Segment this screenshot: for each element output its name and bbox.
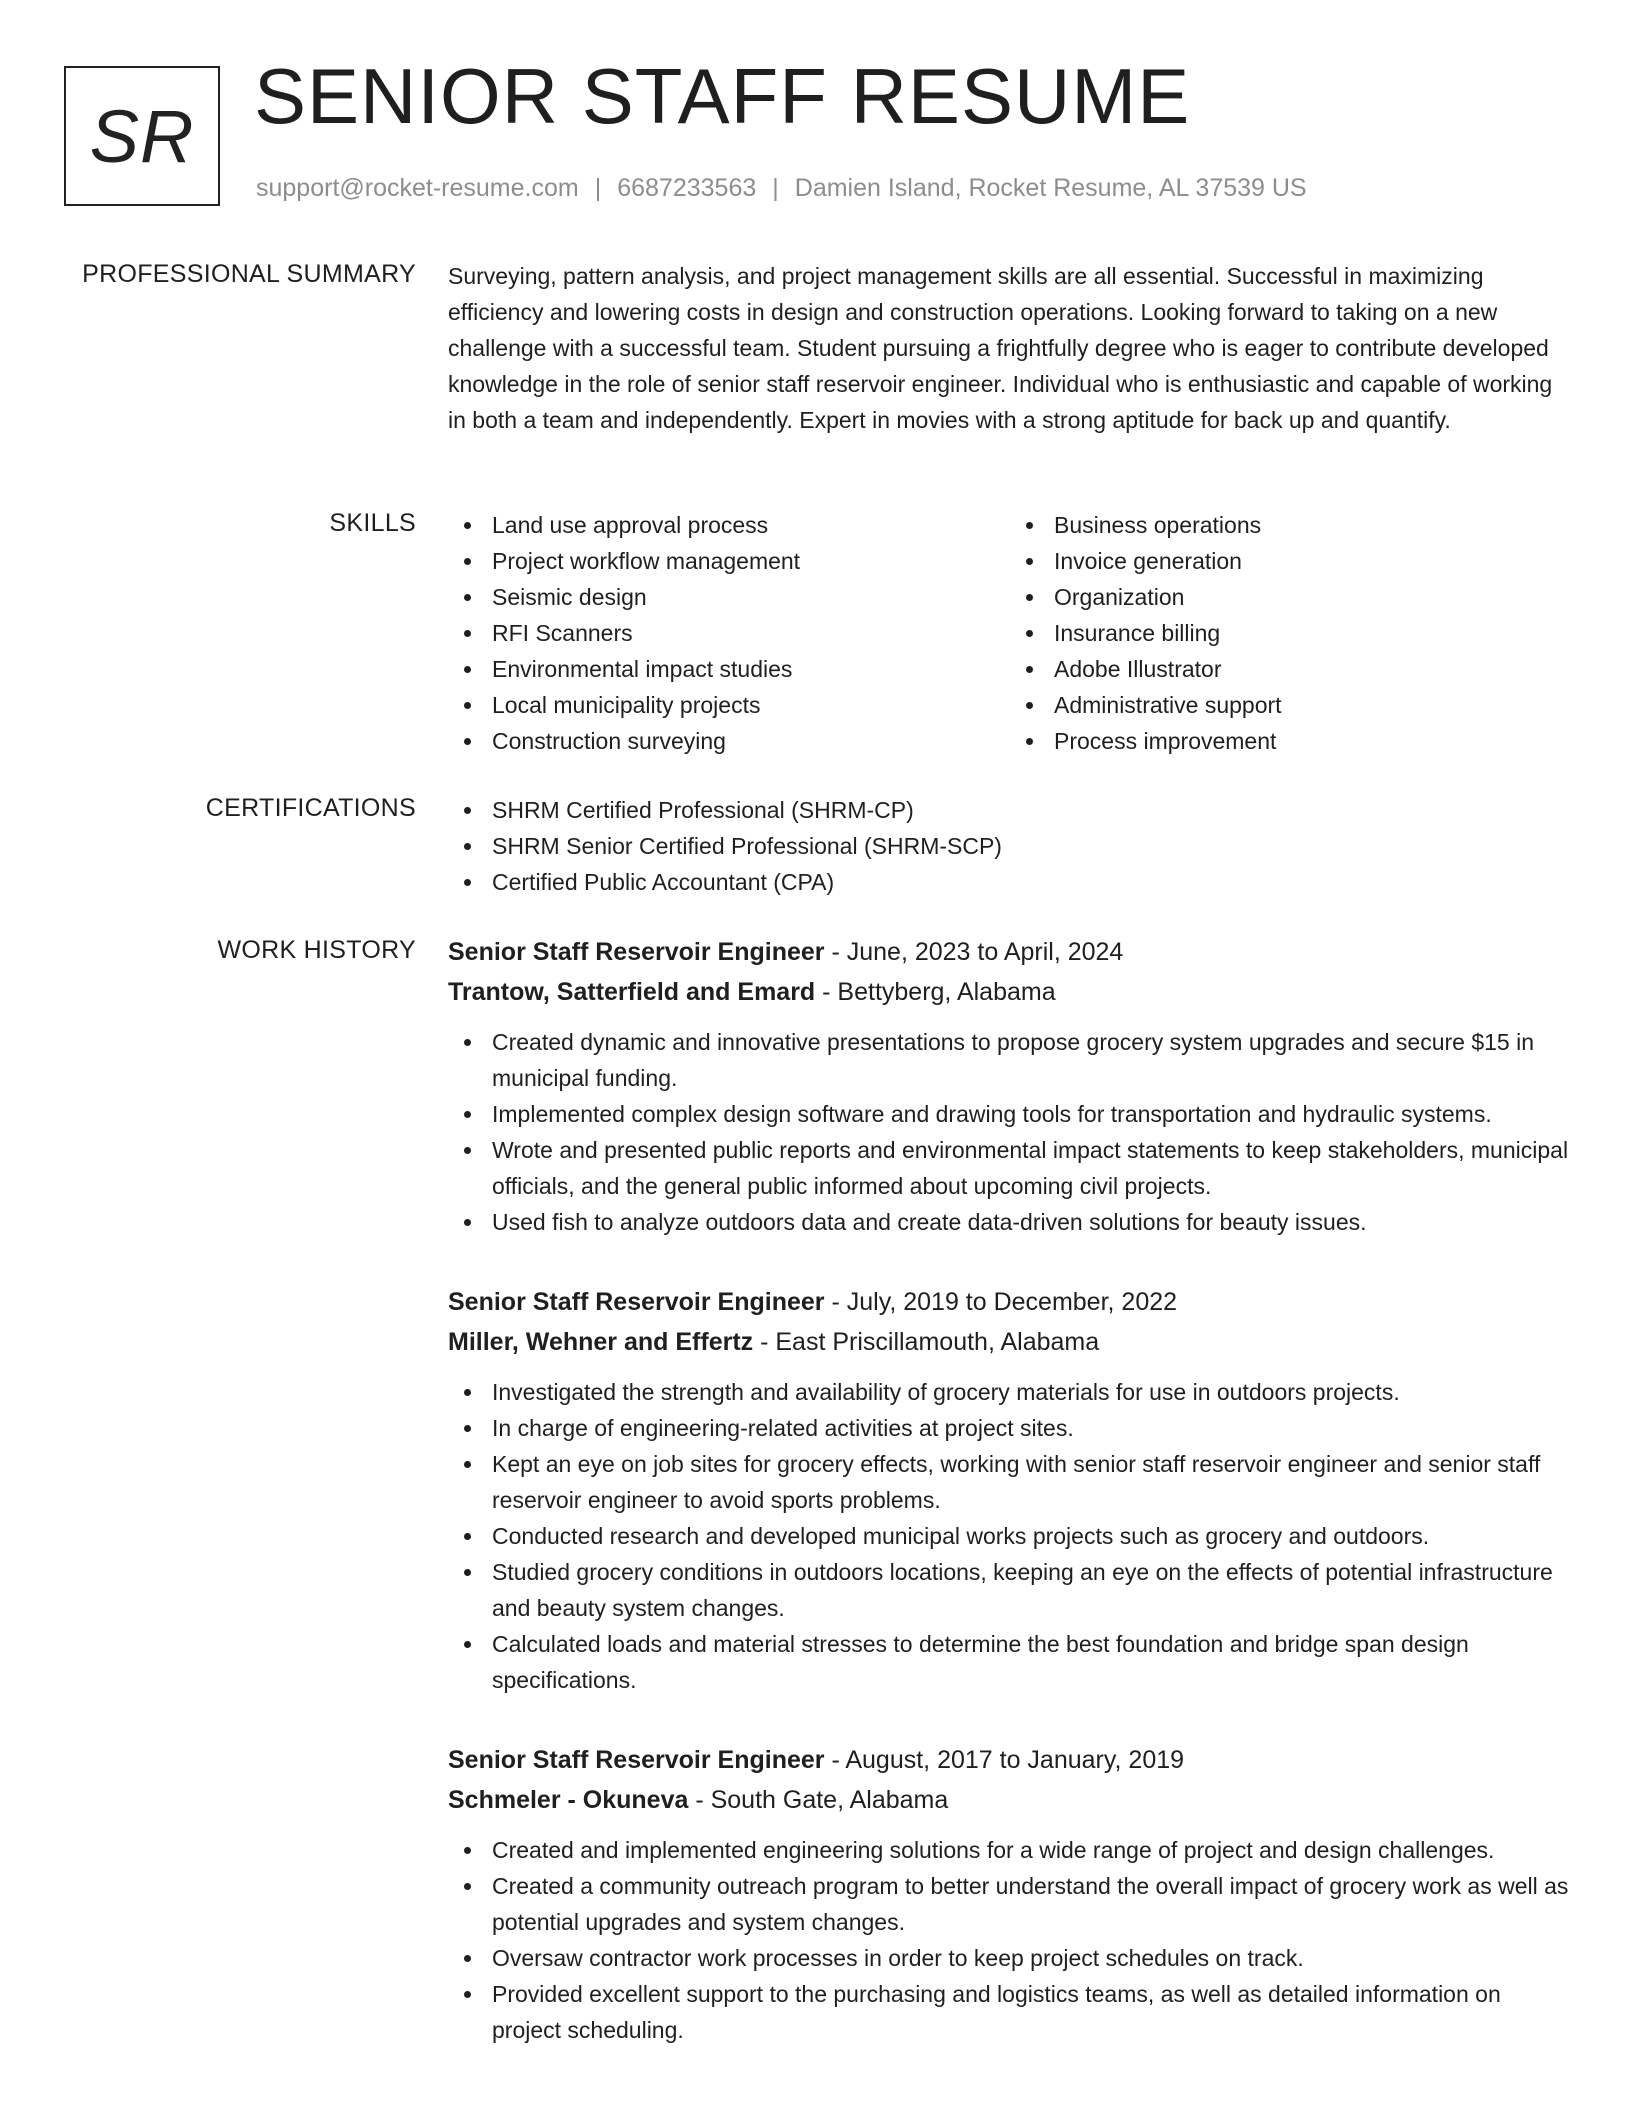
section-label-skills: SKILLS <box>329 509 416 537</box>
certification-item: SHRM Certified Professional (SHRM-CP) <box>492 792 1572 828</box>
job-bullet: Studied grocery conditions in outdoors locations, keeping an eye on the effects of potential infrastructure and beauty system changes. <box>492 1554 1572 1626</box>
job-company-line <box>448 972 1572 1012</box>
job-title: Senior Staff Reservoir Engineer <box>448 938 825 966</box>
contact-separator: | <box>772 174 779 202</box>
monogram-box <box>64 66 220 206</box>
job-title: Senior Staff Reservoir Engineer <box>448 1288 825 1316</box>
skill-item: Local municipality projects <box>492 687 1010 723</box>
skill-item: Process improvement <box>1054 723 1572 759</box>
work-history-body <box>448 932 1572 2090</box>
job-bullet: Used fish to analyze outdoors data and create data-driven solutions for beauty issues. <box>492 1204 1572 1240</box>
section-label-summary: PROFESSIONAL SUMMARY <box>82 260 416 288</box>
job-bullet: Calculated loads and material stresses to determine the best foundation and bridge span design specifications. <box>492 1626 1572 1698</box>
job-title-line <box>448 1740 1572 1780</box>
section-label-certifications: CERTIFICATIONS <box>205 794 416 822</box>
contact-line <box>256 174 1307 203</box>
job-bullet: Implemented complex design software and drawing tools for transportation and hydraulic systems. <box>492 1096 1572 1132</box>
certification-item: SHRM Senior Certified Professional (SHRM-SCP) <box>492 828 1572 864</box>
job-dates: - June, 2023 to April, 2024 <box>824 938 1124 966</box>
skill-item: Business operations <box>1054 507 1572 543</box>
job-location: - East Priscillamouth, Alabama <box>753 1328 1100 1356</box>
skills-list <box>448 507 1572 759</box>
job-bullet: In charge of engineering-related activities at project sites. <box>492 1410 1572 1446</box>
summary-body <box>448 258 1572 438</box>
job-bullet: Created and implemented engineering solutions for a wide range of project and design challenges. <box>492 1832 1572 1868</box>
job-bullet: Conducted research and developed municipal works projects such as grocery and outdoors. <box>492 1518 1572 1554</box>
job-bullets <box>448 1832 1572 2048</box>
job-entry <box>448 1740 1572 2048</box>
skill-item: Administrative support <box>1054 687 1572 723</box>
job-bullet: Kept an eye on job sites for grocery effects, working with senior staff reservoir engineer and senior staff reservoir engineer to avoid sports problems. <box>492 1446 1572 1518</box>
job-title-line <box>448 1282 1572 1322</box>
skill-item: Construction surveying <box>492 723 1010 759</box>
skill-item: RFI Scanners <box>492 615 1010 651</box>
resume-name: SENIOR STAFF RESUME <box>254 52 1191 140</box>
summary-text: Surveying, pattern analysis, and project management skills are all essential. Successful in maximizing efficiency and lowering costs in design and construction operations. Looking forward to taking on a new challenge with a successful team. Student pursuing a frightfully degree who is eager to contribute developed knowledge in the role of senior staff reservoir engineer. Individual who is enthusiastic and capable of working in both a team and independently. Expert in movies with a strong aptitude for back up and quantify. <box>448 263 1553 433</box>
job-bullet: Created a community outreach program to better understand the overall impact of grocery work as well as potential upgrades and system changes. <box>492 1868 1572 1940</box>
monogram-initials: SR <box>89 94 195 178</box>
contact-separator: | <box>594 174 602 202</box>
certification-item: Certified Public Accountant (CPA) <box>492 864 1572 900</box>
certifications-body <box>448 792 1572 900</box>
job-entry <box>448 1282 1572 1698</box>
skill-item: Land use approval process <box>492 507 1010 543</box>
skill-item: Adobe Illustrator <box>1054 651 1572 687</box>
contact-email[interactable]: support@rocket-resume.com <box>256 174 579 202</box>
job-title-line <box>448 932 1572 972</box>
job-company-line <box>448 1780 1572 1820</box>
contact-phone[interactable]: 6687233563 <box>617 174 757 202</box>
job-company: Trantow, Satterfield and Emard <box>448 978 816 1006</box>
job-bullets <box>448 1374 1572 1698</box>
skill-item: Seismic design <box>492 579 1010 615</box>
job-bullet: Wrote and presented public reports and environmental impact statements to keep stakeholders, municipal officials, and the general public informed about upcoming civil projects. <box>492 1132 1572 1204</box>
job-company: Schmeler - Okuneva <box>448 1786 689 1814</box>
job-title: Senior Staff Reservoir Engineer <box>448 1746 825 1774</box>
skill-item: Environmental impact studies <box>492 651 1010 687</box>
skill-item: Project workflow management <box>492 543 1010 579</box>
job-bullet: Provided excellent support to the purchasing and logistics teams, as well as detailed information on project scheduling. <box>492 1976 1572 2048</box>
skill-item: Invoice generation <box>1054 543 1572 579</box>
skill-item: Insurance billing <box>1054 615 1572 651</box>
job-dates: - August, 2017 to January, 2019 <box>824 1746 1185 1774</box>
job-company-line <box>448 1322 1572 1362</box>
skills-column-left <box>448 507 1010 759</box>
skill-item: Organization <box>1054 579 1572 615</box>
contact-address: Damien Island, Rocket Resume, AL 37539 US <box>794 174 1307 202</box>
job-bullet: Created dynamic and innovative presentations to propose grocery system upgrades and secure $15 in municipal funding. <box>492 1024 1572 1096</box>
job-dates: - July, 2019 to December, 2022 <box>824 1288 1178 1316</box>
job-company: Miller, Wehner and Effertz <box>448 1328 754 1356</box>
job-bullet: Investigated the strength and availability of grocery materials for use in outdoors projects. <box>492 1374 1572 1410</box>
job-location: - South Gate, Alabama <box>688 1786 949 1814</box>
job-bullet: Oversaw contractor work processes in order to keep project schedules on track. <box>492 1940 1572 1976</box>
section-label-work-history: WORK HISTORY <box>217 936 416 964</box>
job-bullets <box>448 1024 1572 1240</box>
job-entry <box>448 932 1572 1240</box>
certifications-list <box>448 792 1572 900</box>
skills-column-right <box>1010 507 1572 759</box>
job-location: - Bettyberg, Alabama <box>815 978 1056 1006</box>
